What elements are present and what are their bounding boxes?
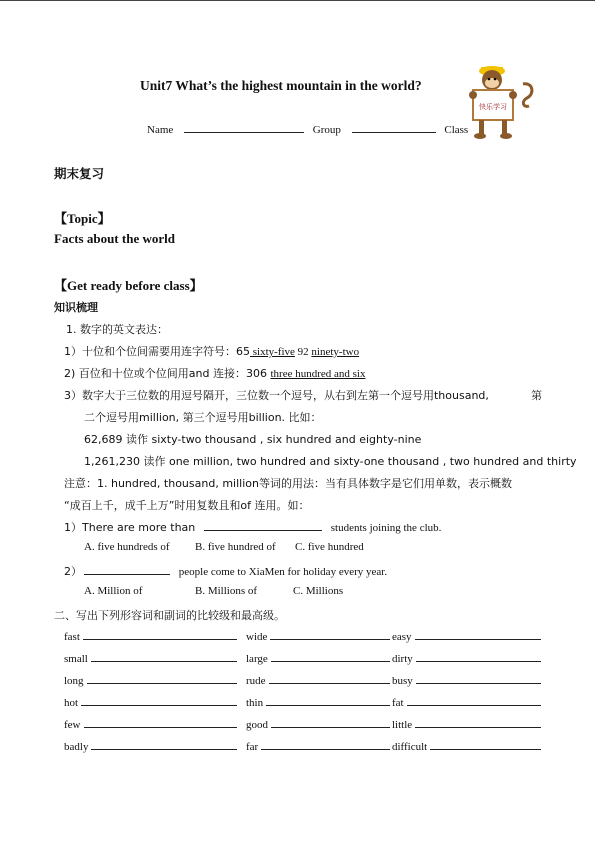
example-1261230: 1,261,230 读作 one million, two hundred and sixty-one thousand , two hundred and thirty [84,455,577,468]
word-row-6-col-1 [64,739,237,753]
name-blank[interactable] [184,123,304,133]
question-2-suffix: people come to XiaMen for holiday every year. [178,566,388,578]
question-2-option-c: C. Millions [293,585,344,597]
question-1-option-b: B. five hundred of [195,541,276,553]
word-label: few [64,719,81,731]
question-1-suffix: students joining the club. [330,522,442,534]
question-1-prefix: 1）There are more than [64,521,196,534]
word-label: difficult [392,741,428,753]
word-label: fast [64,631,80,643]
top-border-line [0,0,595,1]
question-2 [64,563,387,579]
word-answer-blank[interactable] [270,629,390,640]
word-label: good [246,719,268,731]
word-label: long [64,675,84,687]
word-row-2-col-1 [64,651,237,665]
word-answer-blank[interactable] [271,717,390,728]
monkey-mascot-image [465,62,535,142]
example-62689: 62,689 读作 sixty-two thousand , six hundred and eighty-nine [84,433,422,446]
question-2-prefix: 2） [64,565,82,578]
question-1-option-c: C. five hundred [295,541,364,553]
word-label: easy [392,631,412,643]
monkey-sign-text: 快乐学习 [479,103,507,111]
rule-1-example-1: sixty-five [250,346,295,358]
group-blank[interactable] [352,123,436,133]
name-label: Name [147,124,174,136]
section-2-heading: 二、写出下列形容词和副词的比较级和最高级。 [54,609,285,622]
word-answer-blank[interactable] [261,739,390,750]
word-answer-blank[interactable] [271,651,390,662]
word-row-1-col-2 [246,629,390,643]
word-answer-blank[interactable] [416,651,541,662]
word-row-3-col-3 [392,673,541,687]
note-line-2: “成百上千，成千上万”时用复数且和of 连用。如： [64,499,310,512]
note-line-1: 注意：1. hundred, thousand, million等词的用法：当有具体数字是它们用单数，表示概数 [64,477,512,490]
word-row-1-col-1 [64,629,237,643]
word-row-6-col-3 [392,739,541,753]
word-label: fat [392,697,404,709]
word-answer-blank[interactable] [83,629,237,640]
word-answer-blank[interactable] [266,695,390,706]
word-label: little [392,719,413,731]
word-row-3-col-1 [64,673,237,687]
word-answer-blank[interactable] [91,651,237,662]
word-answer-blank[interactable] [407,695,541,706]
word-row-4-col-3 [392,695,541,709]
question-2-option-a: A. Million of [84,585,143,597]
rule-3-line-1-end: 第 [531,389,542,402]
word-label: large [246,653,268,665]
word-label: busy [392,675,413,687]
word-label: badly [64,741,89,753]
word-answer-blank[interactable] [415,717,541,728]
word-answer-blank[interactable] [87,673,237,684]
name-group-class-line [147,123,468,136]
topic-text: Facts about the world [54,231,175,246]
word-label: far [246,741,259,753]
word-label: wide [246,631,268,643]
word-row-2-col-2 [246,651,390,665]
question-1 [64,519,441,535]
word-row-6-col-2 [246,739,390,753]
word-answer-blank[interactable] [269,673,390,684]
word-row-5-col-1 [64,717,237,731]
rule-3-line-1: 3）数字大于三位数的用逗号隔开，三位数一个逗号，从右到左第一个逗号用thousand, [64,389,489,402]
rule-2-line [64,365,365,381]
word-row-3-col-2 [246,673,390,687]
rule-2-prefix: 2) 百位和十位或个位间用and 连接：306 [64,367,271,380]
group-label: Group [312,124,341,136]
rule-2-example: three hundred and six [270,368,366,380]
word-row-5-col-3 [392,717,541,731]
word-answer-blank[interactable] [84,717,238,728]
word-answer-blank[interactable] [91,739,237,750]
rule-1-example-2: ninety-two [311,346,360,358]
question-2-option-b: B. Millions of [195,585,258,597]
word-row-1-col-3 [392,629,541,643]
word-row-5-col-2 [246,717,390,731]
word-label: dirty [392,653,413,665]
topic-heading: 【Topic】 [54,211,111,226]
get-ready-heading: 【Get ready before class】 [54,278,203,293]
section-review-heading: 期末复习 [54,166,105,181]
word-label: small [64,653,88,665]
page-title: Unit7 What’s the highest mountain in the world? [140,78,422,93]
word-row-4-col-1 [64,695,237,709]
item-1-line: 1. 数字的英文表达： [66,323,168,336]
word-answer-blank[interactable] [81,695,237,706]
rule-1-prefix: 1）十位和个位间需要用连字符号：65 [64,345,250,358]
rule-3-line-2: 二个逗号用million, 第三个逗号用billion. 比如： [84,411,322,424]
class-label: Class [444,124,469,136]
word-label: thin [246,697,264,709]
word-row-4-col-2 [246,695,390,709]
rule-1-line [64,343,359,359]
word-answer-blank[interactable] [430,739,541,750]
question-1-option-a: A. five hundreds of [84,541,170,553]
rule-1-mid: 92 [294,346,312,358]
question-1-blank[interactable] [204,521,322,531]
question-2-blank[interactable] [84,565,170,575]
word-answer-blank[interactable] [416,673,541,684]
knowledge-heading: 知识梳理 [54,301,98,314]
word-row-2-col-3 [392,651,541,665]
word-label: rude [246,675,266,687]
word-answer-blank[interactable] [415,629,541,640]
word-label: hot [64,697,79,709]
